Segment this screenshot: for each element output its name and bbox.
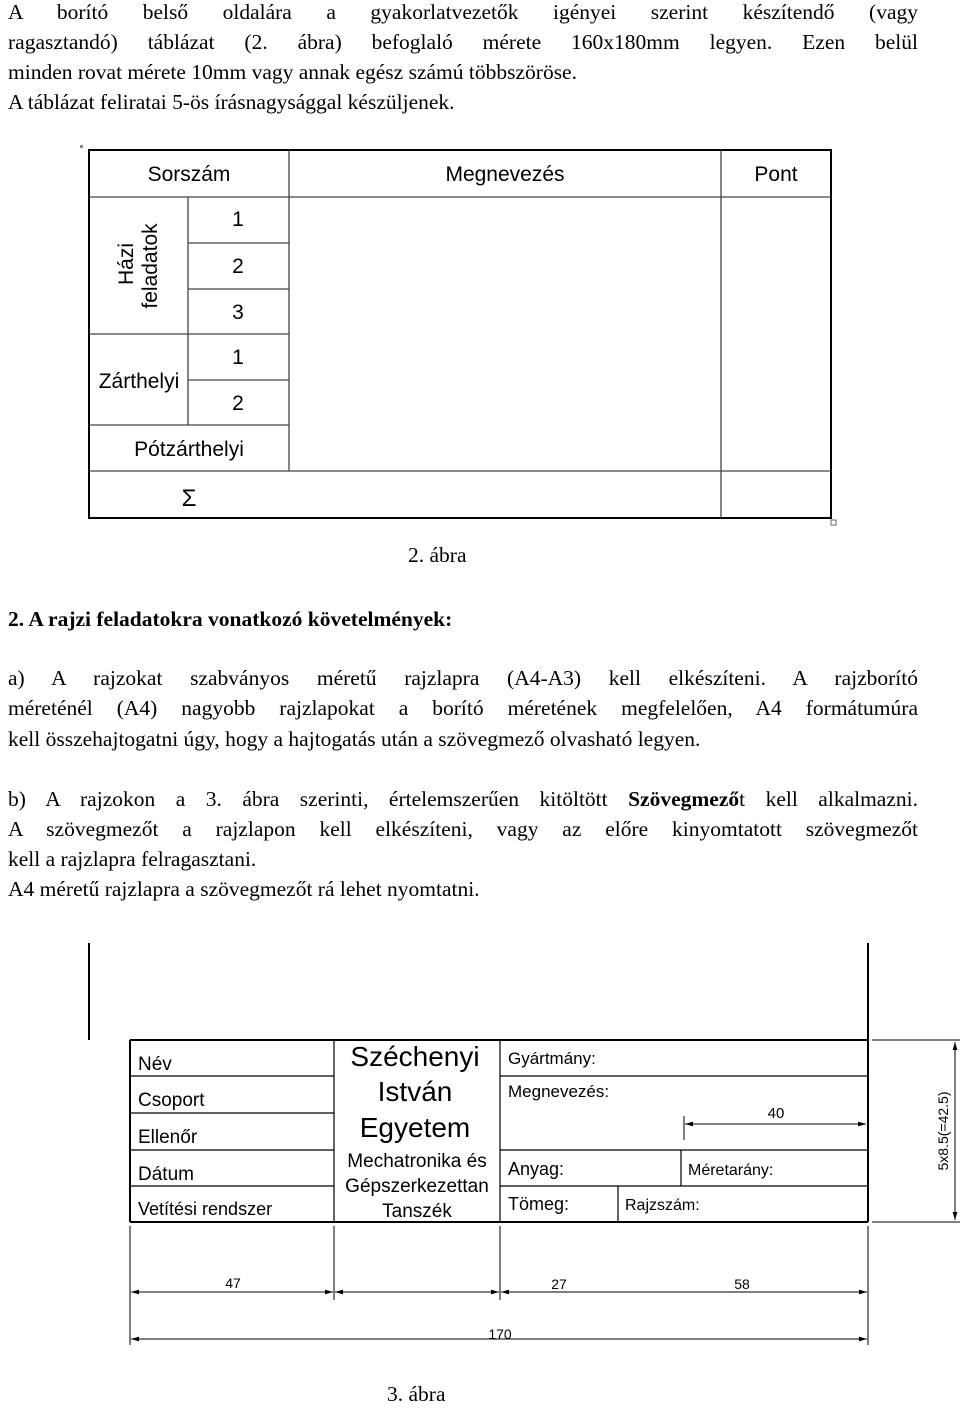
dept-line-3: Tanszék	[382, 1201, 452, 1222]
dept-line-1: Mechatronika és	[347, 1151, 487, 1172]
figure-3-caption: 3. ábra	[387, 1382, 446, 1406]
label-vetitesi-rendszer: Vetítési rendszer	[138, 1199, 273, 1219]
title-istvan: István	[377, 1076, 453, 1107]
zh-row-1: 1	[232, 346, 244, 369]
label-datum: Dátum	[138, 1164, 194, 1185]
dim-58: 58	[734, 1276, 750, 1292]
section-2-a-line-1: a) A rajzokat szabványos méretű rajzlapra (A4-A3) kell elkészíteni. A rajzborító	[8, 666, 918, 690]
feladatok-label: feladatok	[139, 223, 162, 309]
label-gyartmany: Gyártmány:	[508, 1049, 596, 1068]
dim-40: 40	[767, 1105, 785, 1122]
intro-line-3: minden rovat mérete 10mm vagy annak egész számú többszöröse.	[8, 60, 577, 84]
label-anyag: Anyag:	[508, 1159, 565, 1179]
b-line-1-text: b) A rajzokon a 3. ábra szerinti, értelemszerűen kitöltött	[8, 787, 629, 811]
dept-line-2: Gépszerkezettan	[345, 1176, 489, 1197]
dim-27: 27	[551, 1276, 567, 1292]
zarthelyi-label: Zárthelyi	[98, 370, 180, 393]
figure-2-caption: 2. ábra	[408, 543, 467, 567]
label-rajzszam: Rajzszám:	[625, 1197, 700, 1214]
intro-line-4: A táblázat feliratai 5-ös írásnagysággal készüljenek.	[8, 90, 455, 114]
header-megnevezes: Megnevezés	[445, 163, 565, 186]
section-2-a-line-2: méreténél (A4) nagyobb rajzlapokat a borító méretének megfelelően, A4 formátumúra	[8, 696, 918, 720]
title-szechenyi: Széchenyi	[350, 1041, 480, 1072]
section-2-title: 2. A rajzi feladatokra vonatkozó követelmények:	[8, 607, 453, 631]
hazi-label: Házi	[115, 242, 138, 286]
label-tomeg: Tömeg:	[508, 1194, 570, 1214]
intro-line-1: A borító belső oldalára a gyakorlatvezetők igényei szerint készítendő (vagy	[8, 0, 918, 24]
b-line-1-tail: t kell alkalmazni.	[739, 787, 918, 811]
label-nev: Név	[138, 1054, 172, 1075]
hazi-row-3: 3	[232, 301, 244, 324]
section-2-b-line-4: A4 méretű rajzlapra a szövegmezőt rá lehet nyomtatni.	[8, 877, 480, 901]
hazi-row-1: 1	[232, 208, 244, 231]
label-csoport: Csoport	[138, 1090, 205, 1111]
header-sorszam: Sorszám	[147, 163, 231, 186]
title-egyetem: Egyetem	[359, 1112, 471, 1143]
zh-row-2: 2	[232, 392, 244, 415]
hazi-row-2: 2	[232, 255, 244, 278]
label-megnevezes: Megnevezés:	[508, 1082, 610, 1101]
section-2-b-line-2: A szövegmezőt a rajzlapon kell elkészíteni, vagy az előre kinyomtatott szövegmezőt	[8, 817, 918, 841]
intro-line-2: ragasztandó) táblázat (2. ábra) befoglaló mérete 160x180mm legyen. Ezen belül	[8, 30, 918, 54]
potzarthelyi-label: Pótzárthelyi	[134, 438, 244, 461]
label-ellenor: Ellenőr	[138, 1127, 198, 1148]
dim-side: 5x8.5(=42.5)	[935, 1091, 951, 1171]
dim-47: 47	[225, 1275, 241, 1291]
section-2-b-line-3: kell a rajzlapra felragasztani.	[8, 847, 257, 871]
label-meretarany: Méretarány:	[688, 1162, 774, 1179]
szovegmezo-bold: Szövegmező	[628, 787, 740, 811]
dim-170: 170	[488, 1326, 512, 1342]
header-pont: Pont	[754, 163, 798, 186]
sum-symbol: Σ	[181, 485, 197, 512]
section-2-a-line-3: kell összehajtogatni úgy, hogy a hajtogatás után a szövegmező olvasható legyen.	[8, 727, 701, 751]
